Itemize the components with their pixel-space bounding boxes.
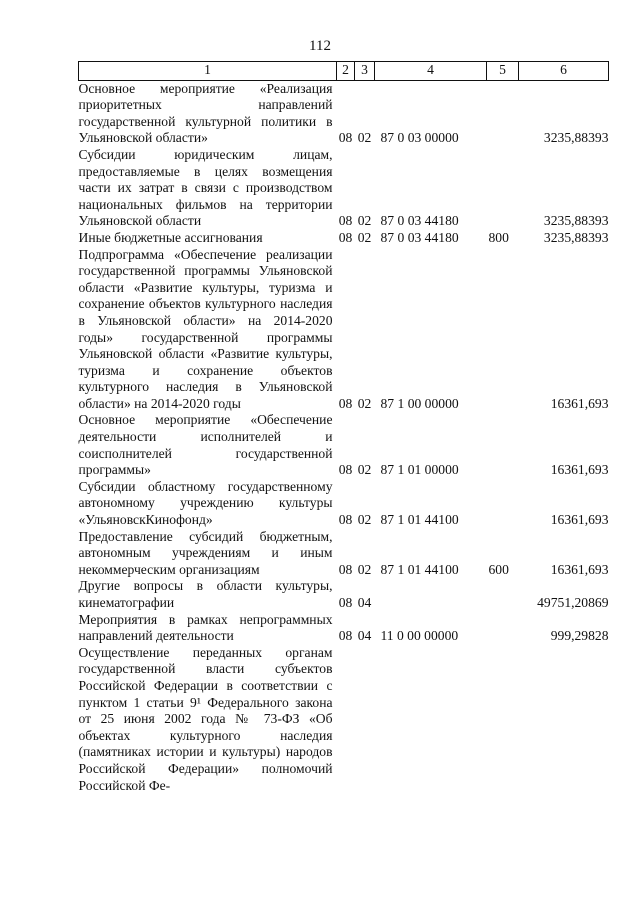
table-row [79,412,609,478]
row-amount: 3235,88393 [543,130,609,146]
table-row [79,645,609,794]
row-name: Подпрограмма «Обеспечение реализации государственной программы Ульяновской области «Развитие культуры, туризма и сохранение объектов культурного наследия в Ульяновской области» на 2014-2020 годы» государственной программы Ульяновской области «Развитие культуры, туризма и сохранение объектов культурного наследия в Ульяновской области» на 2014-2020 годы [78,246,333,411]
row-razdel: 08 [338,628,353,644]
row-expense-type [487,247,519,413]
row-expense-type [487,479,519,529]
table-row [79,247,609,413]
row-razdel: 08 [338,229,353,245]
row-name: Мероприятия в рамках непрограммных направлений деятельности [78,611,333,644]
row-razdel: 08 [338,595,353,610]
header-row [79,62,609,81]
row-amount: 16361,693 [550,462,609,478]
header-col-1: 1 [79,62,337,81]
row-razdel: 08 [338,130,353,146]
row-expense-type [487,612,519,645]
row-razdel: 08 [338,213,353,229]
row-target-article: 87 0 03 00000 [380,130,459,146]
row-target-article: 87 0 03 44180 [380,229,459,245]
row-target-article: 87 1 01 44100 [380,512,459,528]
table-row [79,147,609,230]
row-name: Субсидии областному государственному автономному учреждению культуры «УльяновскКинофонд» [78,478,333,528]
row-podrazdel: 02 [357,213,372,229]
table-header [79,62,609,81]
row-expense-type: 600 [488,561,509,577]
row-amount: 16361,693 [550,395,609,411]
row-name: Предоставление субсидий бюджетным, автономным учреждениям и иным некоммерческим организациям [78,528,333,577]
row-expense-type [487,578,519,611]
row-name: Основное мероприятие «Реализация приоритетных направлений государственной культурной политики в Ульяновской области» [78,80,333,146]
row-name: Другие вопросы в области культуры, кинематографии [78,578,333,610]
row-podrazdel: 02 [357,462,372,478]
row-expense-type [487,80,519,147]
row-expense-type: 800 [488,229,509,245]
row-podrazdel: 02 [357,229,372,245]
row-amount: 16361,693 [550,512,609,528]
row-razdel: 08 [338,561,353,577]
row-razdel: 08 [338,512,353,528]
row-podrazdel: 02 [357,395,372,411]
row-name: Основное мероприятие «Обеспечение деятельности исполнителей и соисполнителей государственной программы» [78,412,333,478]
row-razdel: 08 [338,462,353,478]
header-col-6: 6 [519,62,609,81]
row-podrazdel: 02 [357,561,372,577]
row-amount: 999,29828 [550,628,609,644]
row-amount: 3235,88393 [543,229,609,245]
table-row [79,479,609,529]
table-row [79,529,609,579]
table-row [79,612,609,645]
row-target-article [375,578,487,611]
row-name: Субсидии юридическим лицам, предоставляемые в целях возмещения части их затрат в связи с производством национальных фильмов на территории Ульяновской области [78,146,333,229]
table-body [79,80,609,794]
row-target-article: 11 0 00 00000 [380,628,459,644]
row-expense-type [487,645,519,794]
table-row [79,578,609,611]
row-amount: 49751,20869 [537,595,609,610]
page-number: 112 [309,38,331,54]
row-target-article: 87 1 00 00000 [380,395,459,411]
row-razdel [337,645,355,794]
row-podrazdel: 02 [357,512,372,528]
row-expense-type [487,147,519,230]
row-amount: 16361,693 [550,561,609,577]
header-col-5: 5 [487,62,519,81]
table-row [79,230,609,247]
row-amount: 3235,88393 [543,213,609,229]
row-name: Осуществление переданных органам государственной власти субъектов Российской Федерации в соответствии с пунктом 1 статьи 9¹ Федерального закона от 25 июня 2002 года № 73-ФЗ «Об объектах культурного наследия (памятниках истории и культуры) народов Российской Федерации» полномочий Российской Фе- [78,644,333,793]
row-podrazdel: 02 [357,130,372,146]
row-amount [519,645,609,794]
row-target-article: 87 1 01 44100 [380,561,459,577]
row-target-article: 87 0 03 44180 [380,213,459,229]
row-target-article [375,645,487,794]
row-target-article: 87 1 01 00000 [380,462,459,478]
row-podrazdel: 04 [357,595,372,610]
row-expense-type [487,412,519,478]
row-podrazdel [355,645,375,794]
header-col-4: 4 [375,62,487,81]
row-razdel: 08 [338,395,353,411]
table-row [79,80,609,147]
header-col-3: 3 [355,62,375,81]
header-col-2: 2 [337,62,355,81]
row-name: Иные бюджетные ассигнования [78,229,263,245]
budget-table [78,61,609,794]
row-podrazdel: 04 [357,628,372,644]
